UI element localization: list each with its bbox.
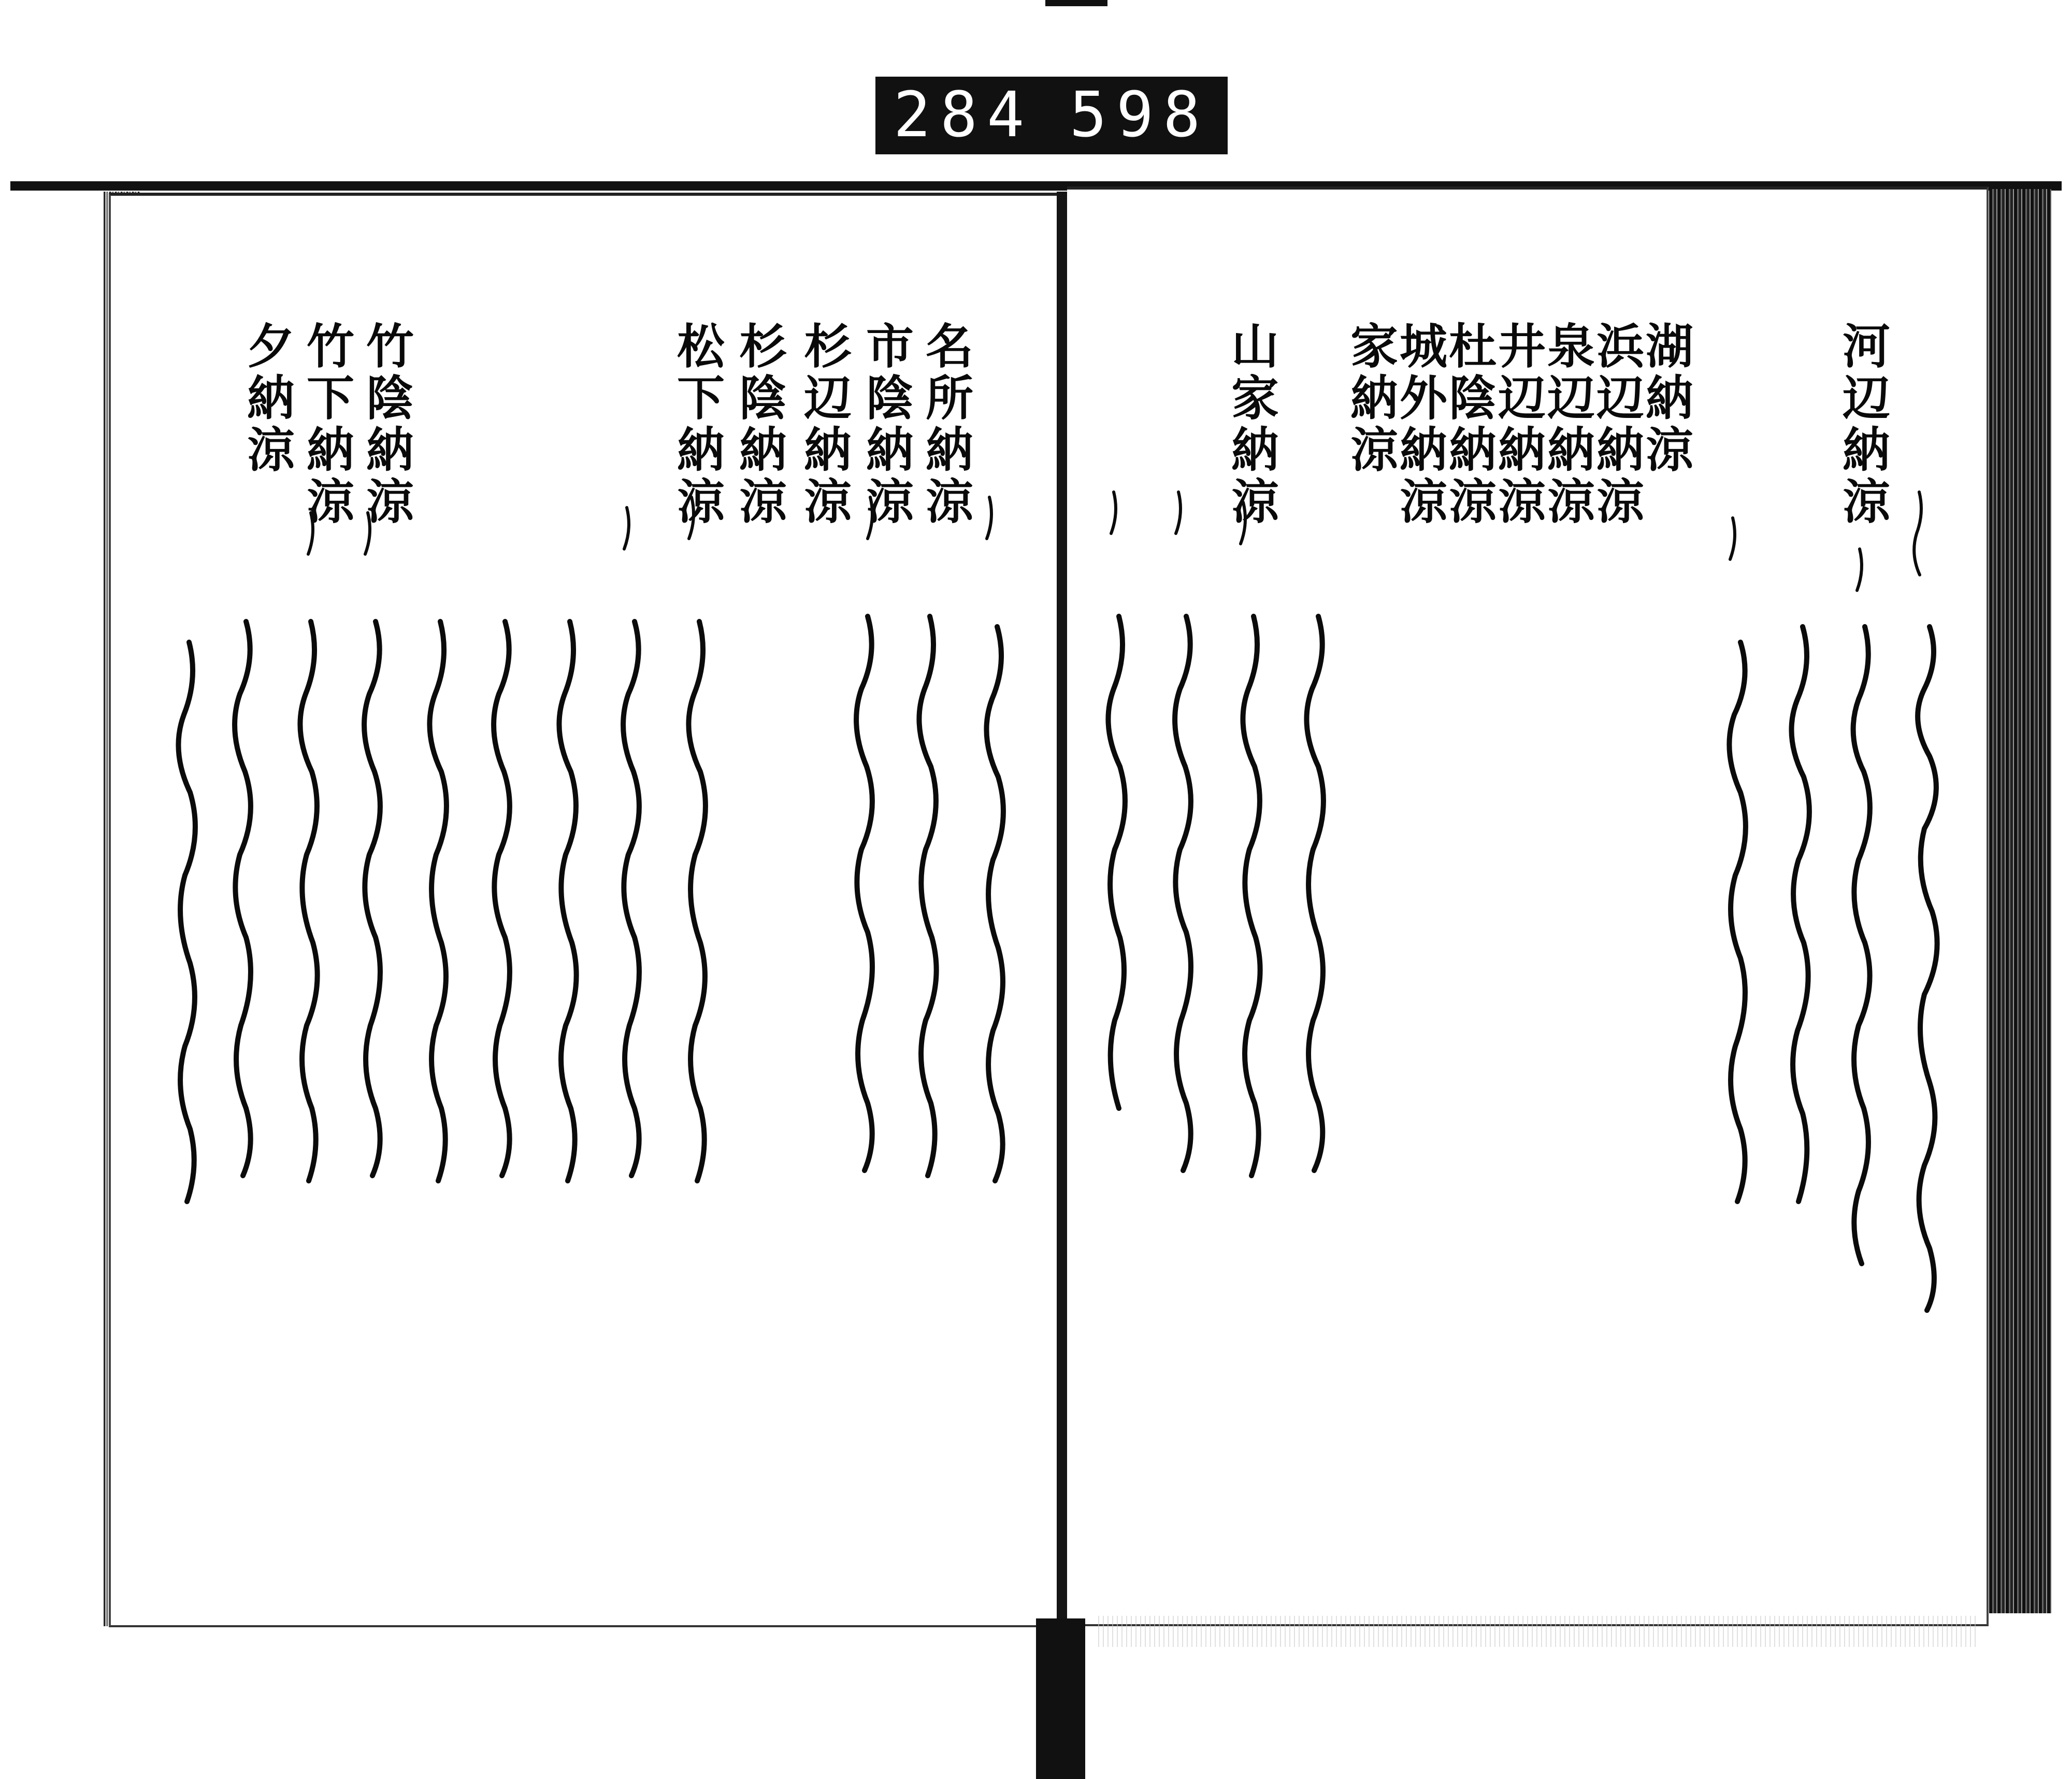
right-heading-4: 泉辺納涼 bbox=[1539, 321, 1595, 528]
right-heading-9: 山家納涼 bbox=[1224, 321, 1279, 528]
counter-left-number: 284 bbox=[893, 79, 1034, 151]
right-heading-5: 井辺納涼 bbox=[1490, 321, 1546, 528]
left-heading-1: 名所納涼 bbox=[918, 321, 974, 528]
right-heading-7: 城外納涼 bbox=[1392, 321, 1448, 528]
left-page-verses bbox=[178, 497, 1003, 1202]
right-page-verses bbox=[1108, 492, 1937, 1310]
right-heading-6: 杜陰納涼 bbox=[1441, 321, 1497, 528]
left-heading-6: 竹陰納涼 bbox=[358, 321, 414, 528]
left-heading-4: 杉陰納涼 bbox=[731, 321, 787, 528]
left-heading-7: 竹下納涼 bbox=[299, 321, 355, 528]
right-heading-1: 河辺納涼 bbox=[1835, 321, 1891, 528]
left-heading-8: 夕納涼 bbox=[239, 321, 295, 476]
right-heading-8: 家納涼 bbox=[1343, 321, 1399, 476]
right-heading-3: 浜辺納涼 bbox=[1589, 321, 1645, 528]
right-heading-2: 湖納涼 bbox=[1638, 321, 1694, 476]
left-heading-2: 市陰納涼 bbox=[858, 321, 914, 528]
left-heading-5: 松下納涼 bbox=[669, 321, 725, 528]
left-heading-3: 杉辺納涼 bbox=[796, 321, 852, 528]
counter-right-number: 598 bbox=[1069, 79, 1210, 151]
